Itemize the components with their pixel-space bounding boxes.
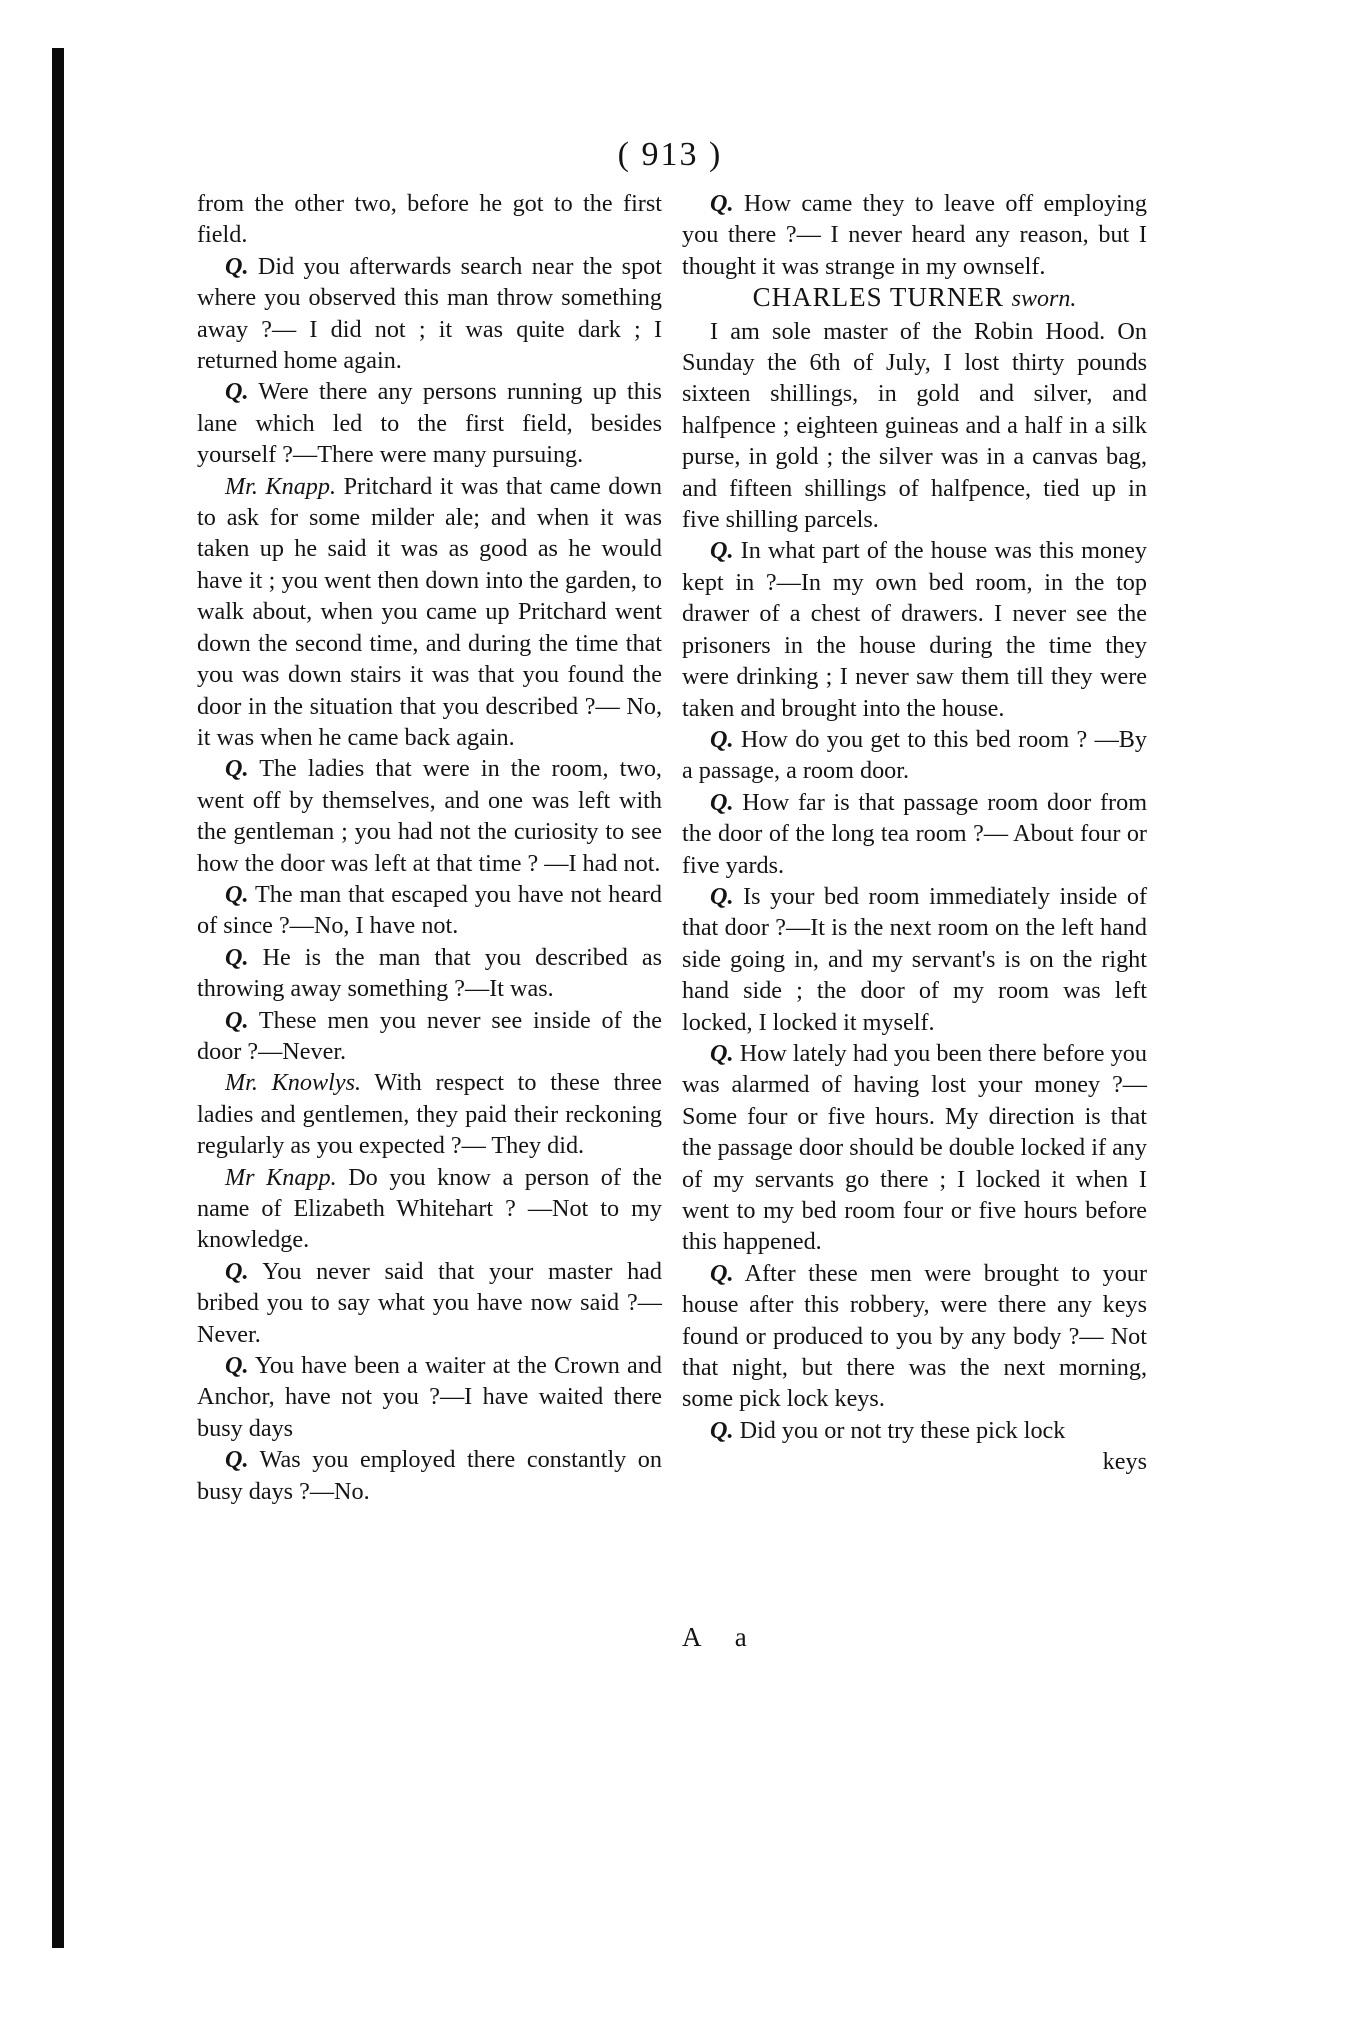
question-mark-label: Q. <box>225 1446 249 1474</box>
paragraph <box>197 1350 662 1444</box>
speaker-label: Mr. Knapp. <box>225 472 337 500</box>
paragraph-text: Do you know a person of the name of Elizabeth Whitehart ? —Not to my knowledge. <box>197 1163 662 1254</box>
paragraph <box>682 1038 1147 1258</box>
paragraph <box>197 1162 662 1256</box>
paragraph <box>197 471 662 754</box>
question-mark-label: Q. <box>225 378 249 406</box>
left-column <box>197 188 662 1507</box>
paragraph <box>682 316 1147 536</box>
speaker-label: Mr. Knowlys. <box>225 1069 362 1097</box>
paragraph-text: After these men were brought to your house after this robbery, were there any keys found or produced to you by any body ?— Not that night, but there was the next morning, some pick lock keys. <box>682 1259 1147 1413</box>
question-mark-label: Q. <box>225 880 249 908</box>
question-mark-label: Q. <box>710 788 734 816</box>
paragraph <box>197 879 662 942</box>
paragraph-text: Did you afterwards search near the spot where you observed this man throw something away ?— I did not ; it was quite dark ; I returned home again. <box>197 252 662 375</box>
catchword: keys <box>1102 1448 1147 1476</box>
question-mark-label: Q. <box>225 943 249 971</box>
paragraph <box>682 787 1147 881</box>
question-mark-label: Q. <box>225 1257 249 1285</box>
question-mark-label: Q. <box>710 537 734 565</box>
paragraph-text: The ladies that were in the room, two, went off by themselves, and one was left with the gentleman ; you had not the curiosity to see how the door was left at that time ? —I had not. <box>197 755 662 877</box>
question-mark-label: Q. <box>225 755 249 783</box>
paragraph <box>197 1005 662 1068</box>
right-column-after <box>682 316 1147 1447</box>
paragraph <box>197 942 662 1005</box>
question-mark-label: Q. <box>225 1006 249 1034</box>
question-mark-label: Q. <box>225 1352 249 1380</box>
question-mark-label: Q. <box>710 190 734 217</box>
paragraph-text: from the other two, before he got to the first field. <box>197 190 662 249</box>
paragraph <box>197 1444 662 1507</box>
paragraph-text: How far is that passage room door from the door of the long tea room ?— About four or five yards. <box>682 788 1148 879</box>
speaker-label: Mr Knapp. <box>225 1163 337 1191</box>
paragraph <box>197 251 662 377</box>
question-mark-label: Q. <box>710 882 734 910</box>
paragraph <box>682 535 1147 723</box>
question-mark-label: Q. <box>710 1039 734 1067</box>
witness-heading <box>682 282 1147 315</box>
paragraph-text: You have been a waiter at the Crown and Anchor, have not you ?—I have waited there busy days <box>197 1352 662 1442</box>
question-mark-label: Q. <box>225 252 249 280</box>
right-column <box>682 188 1147 1478</box>
binding-edge <box>52 48 64 1948</box>
paragraph-text: Were there any persons running up this lane which led to the first field, besides yourself ?—There were many pursuing. <box>197 378 662 469</box>
paragraph-text: He is the man that you described as throwing away something ?—It was. <box>197 943 663 1003</box>
question-mark-label: Q. <box>710 1416 734 1444</box>
paragraph-text: You never said that your master had bribed you to say what you have now said ?—Never. <box>197 1257 662 1348</box>
page-number: ( 913 ) <box>617 136 723 173</box>
paragraph-text: How do you get to this bed room ? —By a passage, a room door. <box>682 725 1148 785</box>
paragraph-text: How came they to leave off employing you there ?— I never heard any reason, but I thought it was strange in my ownself. <box>682 190 1147 280</box>
paragraph <box>197 1256 662 1350</box>
paragraph-text: These men you never see inside of the door ?—Never. <box>197 1006 662 1065</box>
paragraph-text: In what part of the house was this money kept in ?—In my own bed room, in the top drawer of a chest of drawers. I never see the prisoners in the house during the time they were drinking ; I never saw them till they were taken and brought into the house. <box>682 537 1148 722</box>
paragraph-text: I am sole master of the Robin Hood. On Sunday the 6th of July, I lost thirty pounds sixteen shillings, in gold and silver, and halfpence ; eighteen guineas and a half in a silk purse, in gold ; the silver was in a canvas bag, and fifteen shillings of halfpence, tied up in five shilling parcels. <box>682 317 1147 534</box>
paragraph-text: How lately had you been there before you was alarmed of having lost your money ?—Some four or five hours. My direction is that the passage door should be double locked if any of my servants go there ; I locked it when I went to my bed room four or five hours before this happened. <box>682 1039 1147 1256</box>
paragraph <box>682 1415 1147 1446</box>
question-mark-label: Q. <box>710 725 734 753</box>
witness-name: CHARLES TURNER <box>752 282 1004 313</box>
signature-mark: A a <box>682 1622 761 1652</box>
paragraph <box>197 188 662 251</box>
paragraph <box>682 1258 1147 1415</box>
paragraph <box>197 1067 662 1161</box>
question-mark-label: Q. <box>710 1259 734 1287</box>
paragraph-text: Pritchard it was that came down to ask for some milder ale; and when it was taken up he said it was as good as he would have it ; you went then down into the garden, to walk about, when you came up Pritchard went down the second time, and during the time that you was down stairs it was that you found the door in the situation that you described ?— No, it was when he came back again. <box>197 472 663 751</box>
paragraph-text: Is your bed room immediately inside of that door ?—It is the next room on the left hand side going in, and my servant's is on the right hand side ; the door of my room was left locked, I locked it myself. <box>682 882 1148 1036</box>
paragraph-text: Did you or not try these pick lock <box>739 1416 1066 1444</box>
paragraph <box>682 188 1147 282</box>
paragraph <box>197 376 662 470</box>
paragraph <box>682 724 1147 787</box>
paragraph-text: With respect to these three ladies and gentlemen, they paid their reckoning regularly as you expected ?— They did. <box>197 1069 662 1160</box>
paragraph <box>682 881 1147 1038</box>
right-column-before <box>682 188 1147 282</box>
sworn-label: sworn. <box>1011 286 1077 313</box>
paragraph <box>197 753 662 879</box>
paragraph-text: Was you employed there constantly on busy days ?—No. <box>197 1446 662 1505</box>
paragraph-text: The man that escaped you have not heard of since ?—No, I have not. <box>197 880 662 940</box>
